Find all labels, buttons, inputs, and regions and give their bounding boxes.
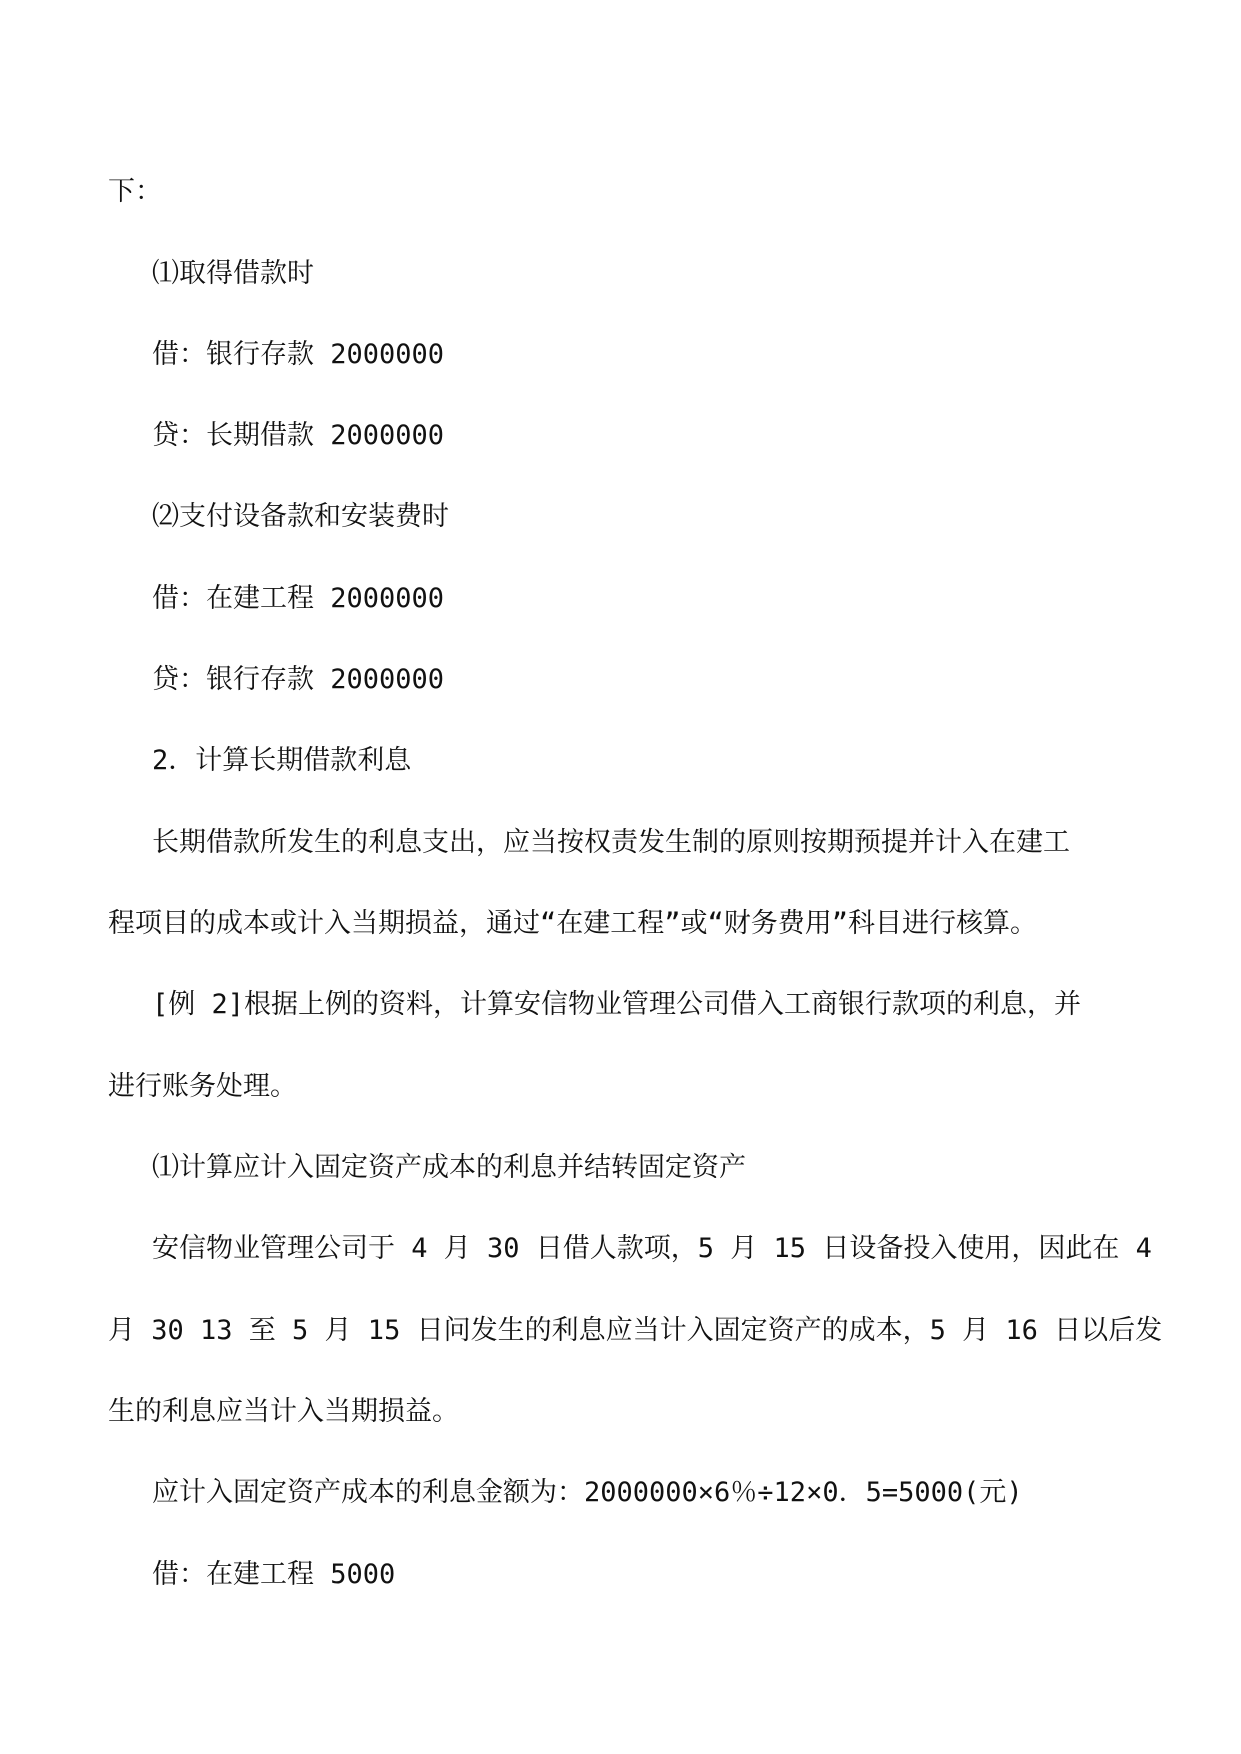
text-line: 应计入固定资产成本的利息金额为：2000000×6％÷12×0．5=5000(元) [152,1477,1023,1508]
text-line: 进行账务处理。 [108,1071,297,1102]
section-heading: 2．计算长期借款利息 [152,745,412,776]
text-line: 借：在建工程 5000 [152,1559,396,1590]
text-line: 月 30 13 至 5 月 15 日问发生的利息应当计入固定资产的成本，5 月 16 日以后发 [108,1315,1163,1346]
text-line: 程项目的成本或计入当期损益，通过“在建工程”或“财务费用”科目进行核算。 [108,908,1038,939]
text-line: 贷：银行存款 2000000 [152,664,445,695]
text-line: 安信物业管理公司于 4 月 30 日借人款项，5 月 15 日设备投入使用，因此在 4 [152,1233,1152,1264]
text-line: 借：在建工程 2000000 [152,583,445,614]
text-line: 借：银行存款 2000000 [152,339,445,370]
text-line: 长期借款所发生的利息支出，应当按权责发生制的原则按期预提并计入在建工 [152,827,1070,858]
text-line: 下： [108,176,162,207]
text-line: 贷：长期借款 2000000 [152,420,445,451]
text-line: ⑵支付设备款和安装费时 [152,501,449,532]
text-line: 生的利息应当计入当期损益。 [108,1396,459,1427]
text-line: [例 2]根据上例的资料，计算安信物业管理公司借入工商银行款项的利息，并 [152,989,1082,1020]
text-line: ⑴计算应计入固定资产成本的利息并结转固定资产 [152,1152,746,1183]
text-line: ⑴取得借款时 [152,258,314,289]
